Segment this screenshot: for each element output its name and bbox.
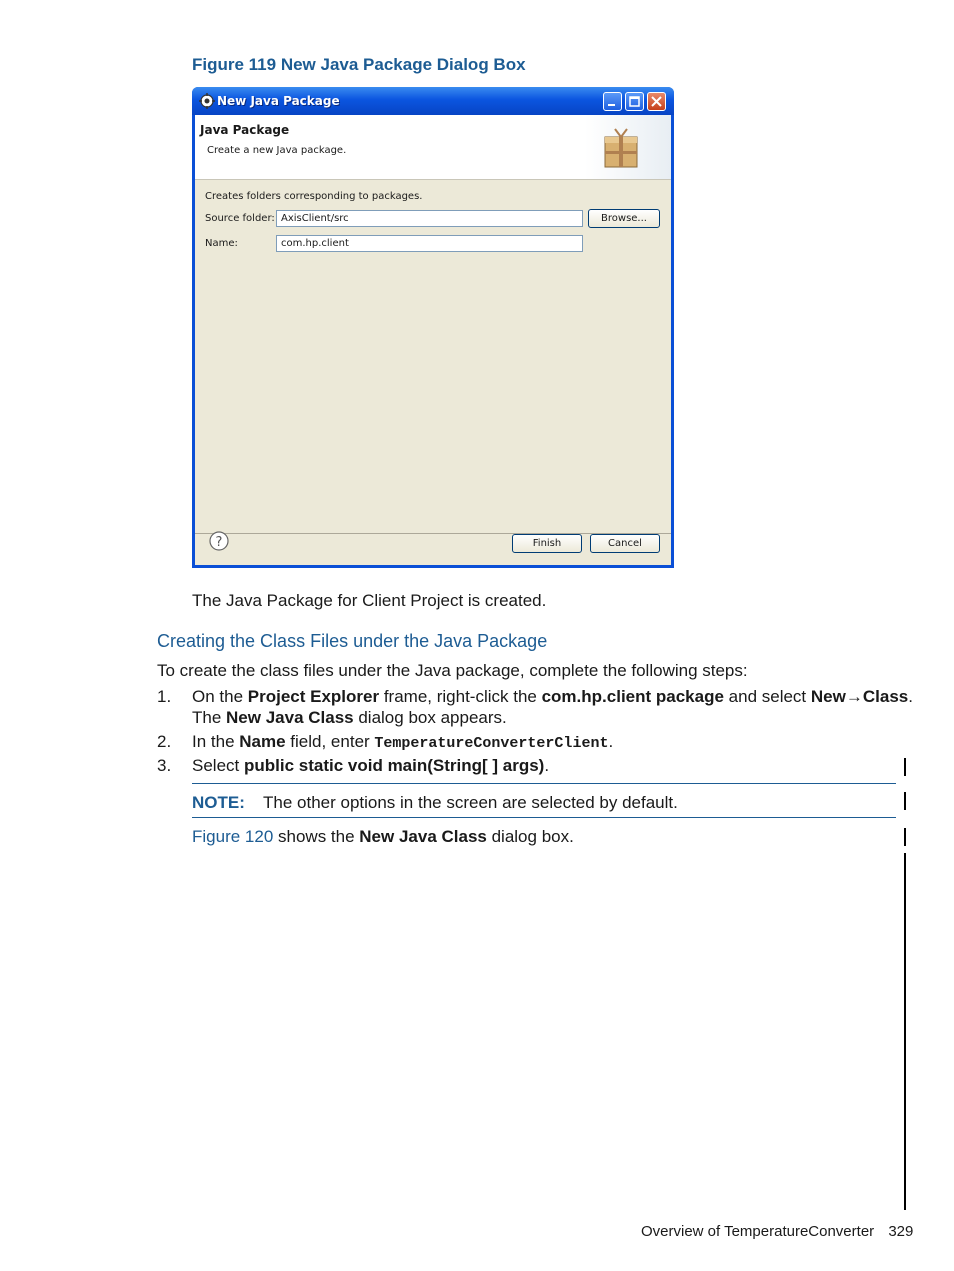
browse-button[interactable]: Browse... <box>588 209 660 228</box>
note-label: NOTE: <box>192 793 245 812</box>
step-number: 1. <box>157 687 172 706</box>
step-number: 3. <box>157 756 172 775</box>
created-note: The Java Package for Client Project is created. <box>192 591 547 610</box>
name-label: Name: <box>205 238 238 249</box>
step-3: Select public static void main(String[ ] args). <box>192 756 550 775</box>
cancel-button[interactable]: Cancel <box>590 534 660 553</box>
new-java-package-dialog <box>192 87 674 568</box>
change-bar <box>904 828 906 846</box>
note-bottom-rule <box>192 817 896 818</box>
change-bar <box>904 758 906 776</box>
step-1-continued: The New Java Class dialog box appears. <box>192 708 507 727</box>
change-bar <box>904 792 906 810</box>
minimize-icon <box>604 93 621 110</box>
footer-title: Overview of TemperatureConverter <box>641 1223 875 1240</box>
note-top-rule <box>192 783 896 784</box>
section-title: Creating the Class Files under the Java Package <box>157 631 548 651</box>
step-1: On the Project Explorer frame, right-click the com.hp.client package and select New→Class. <box>192 687 913 706</box>
page-footer <box>641 1223 913 1240</box>
note-text: The other options in the screen are selected by default. <box>263 793 678 812</box>
finish-button[interactable]: Finish <box>512 534 582 553</box>
figure-reference: Figure 120 shows the New Java Class dialog box. <box>192 827 574 846</box>
source-folder-input[interactable]: AxisClient/src <box>276 210 583 227</box>
eclipse-gear-icon <box>199 93 215 109</box>
dialog-titlebar[interactable] <box>192 87 674 115</box>
step-2: In the Name field, enter TemperatureConverterClient. <box>192 732 614 752</box>
close-icon <box>648 93 665 110</box>
change-bar <box>904 853 906 1210</box>
step-number: 2. <box>157 732 172 751</box>
close-button[interactable] <box>647 92 666 111</box>
page-number: 329 <box>888 1223 914 1240</box>
minimize-button[interactable] <box>603 92 622 111</box>
package-icon <box>603 127 639 169</box>
intro-text: To create the class files under the Java package, complete the following steps: <box>157 661 748 680</box>
source-folder-label: Source folder: <box>205 213 275 224</box>
help-icon[interactable] <box>209 531 229 551</box>
maximize-icon <box>626 93 643 110</box>
dialog-title: New Java Package <box>217 94 340 108</box>
maximize-button[interactable] <box>625 92 644 111</box>
figure-120-link[interactable]: Figure 120 <box>192 827 274 846</box>
figure-caption: Figure 119 New Java Package Dialog Box <box>192 55 526 74</box>
header-description: Create a new Java package. <box>207 145 347 156</box>
dialog-header <box>195 115 671 180</box>
name-input[interactable]: com.hp.client <box>276 235 583 252</box>
dialog-client <box>195 115 671 565</box>
svg-text:?: ? <box>215 535 223 550</box>
header-title: Java Package <box>200 123 290 137</box>
info-text: Creates folders corresponding to packages. <box>205 191 423 202</box>
